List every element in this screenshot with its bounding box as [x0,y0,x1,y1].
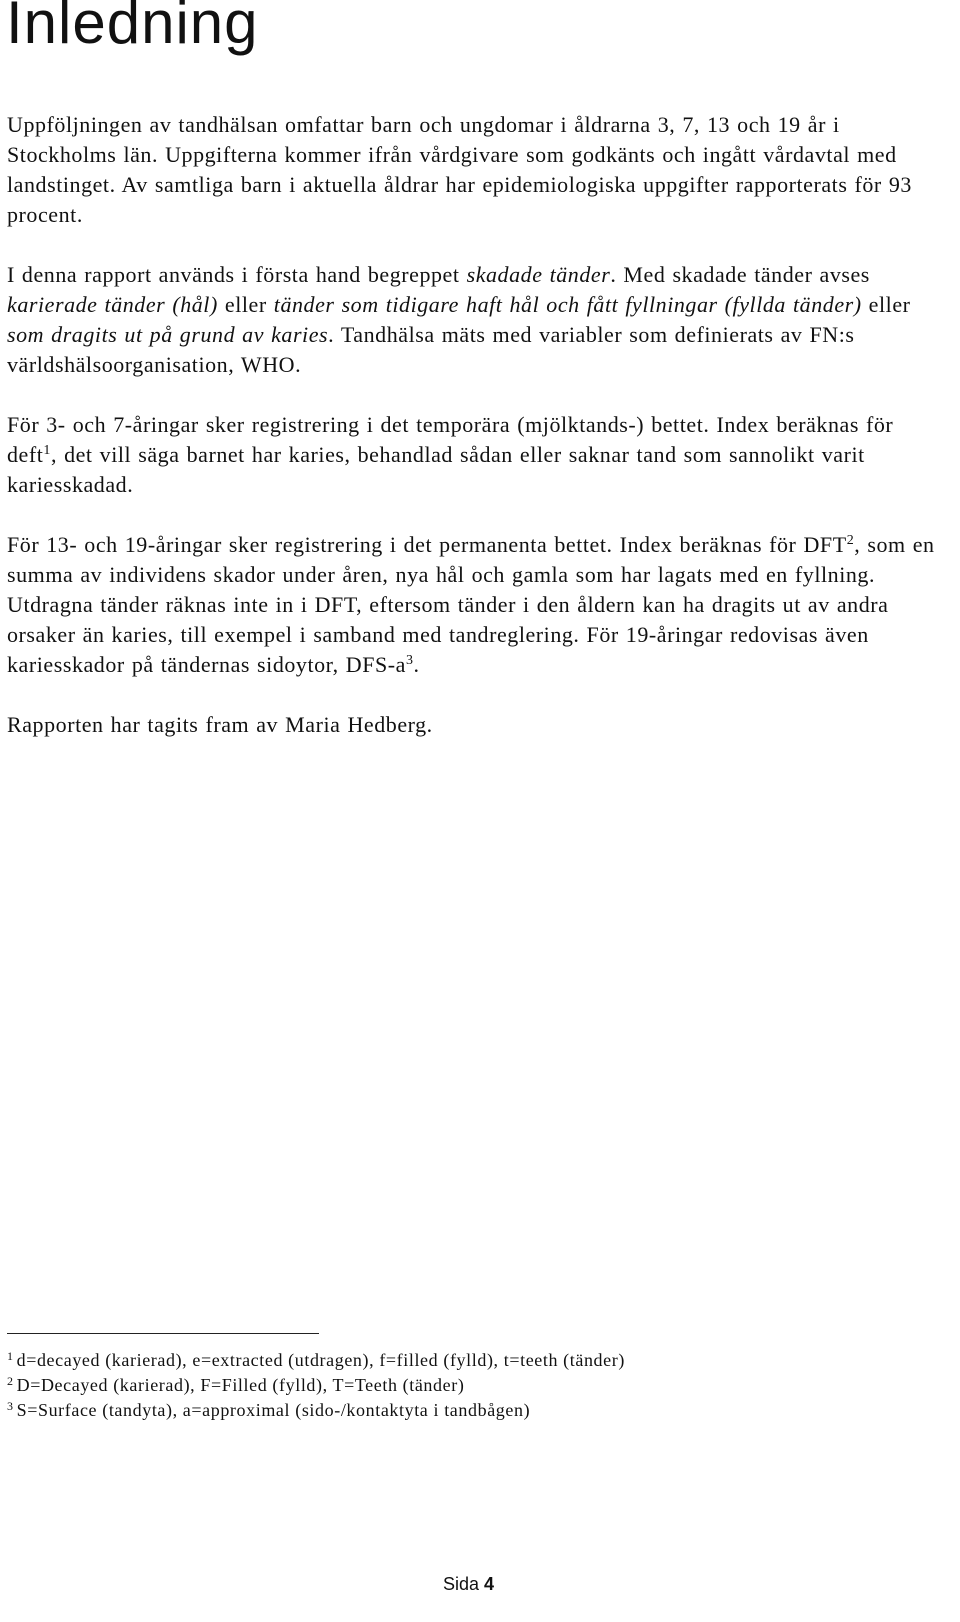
italic-term: tänder som tidigare haft hål och fått fyllningar (fyllda tänder) [273,292,862,317]
page-number-value: 4 [484,1574,495,1594]
paragraph-author-text: Rapporten har tagits fram av Maria Hedberg. [7,712,433,737]
footnote-mark: 2 [7,1374,14,1388]
text-run: För 3- och 7-åringar sker registrering i det temporära (mjölktands-) bettet. Index beräknas för deft [7,412,894,467]
body-text [7,110,937,770]
text-run: , som en summa av individens skador under åren, nya hål och gamla som har lagats med en fyllning. Utdragna tänder räknas inte in i DFT, eftersom tänder i den åldern kan ha dragits ut av andra orsaker än karies, till exempel i samband med tandreglering. För 19-åringar redovisas även kariesskador på tändernas sidoytor, DFS-a [7,532,935,677]
text-run: . [413,652,420,677]
footnote-reference: 1 [43,443,51,458]
footnote-text: D=Decayed (karierad), F=Filled (fylld), T=Teeth (tänder) [16,1375,465,1395]
footnote-mark: 1 [7,1349,14,1363]
text-run: , det vill säga barnet har karies, behandlad sådan eller saknar tand som sannolikt varit kariesskadad. [7,442,865,497]
paragraph-temporary-teeth [7,410,937,500]
footnote-divider [7,1333,319,1334]
page-number-label: Sida [443,1574,480,1594]
text-run: eller [861,292,911,317]
paragraph-permanent-teeth [7,530,937,680]
paragraph-definitions [7,260,937,380]
text-run: . Med skadade tänder avses [610,262,870,287]
text-run: I denna rapport används i första hand begreppet [7,262,467,287]
paragraph-intro [7,110,937,230]
footnote-text: S=Surface (tandyta), a=approximal (sido-/kontaktyta i tandbågen) [16,1400,531,1420]
paragraph-intro-text: Uppföljningen av tandhälsan omfattar barn och ungdomar i åldrarna 3, 7, 13 och 19 år i Stockholms län. Uppgifterna kommer ifrån vårdgivare som godkänts och ingått vårdavtal med landstinget. Av samtliga barn i aktuella åldrar har epidemiologiska uppgifter rapporterats för 93 procent. [7,112,912,227]
italic-term: som dragits ut på grund av karies [7,322,329,347]
text-run: . Tandhälsa mäts med variabler som definierats av FN:s världshälsoorganisation, WHO. [7,322,855,377]
page-title: Inledning [6,0,259,56]
footnote-2 [7,1373,937,1398]
italic-term: karierade tänder (hål) [7,292,218,317]
text-run: eller [217,292,274,317]
italic-term: skadade tänder [466,262,611,287]
footnotes [7,1348,937,1423]
footnote-text: d=decayed (karierad), e=extracted (utdragen), f=filled (fylld), t=teeth (tänder) [16,1350,625,1370]
paragraph-author [7,710,937,740]
footnote-3 [7,1398,937,1423]
footnote-1 [7,1348,937,1373]
footnote-reference: 2 [846,533,855,548]
footnote-mark: 3 [7,1399,14,1413]
page-number [443,1574,494,1595]
footnote-reference: 3 [405,653,414,668]
text-run: För 13- och 19-åringar sker registrering i det permanenta bettet. Index beräknas för DFT [7,532,847,557]
